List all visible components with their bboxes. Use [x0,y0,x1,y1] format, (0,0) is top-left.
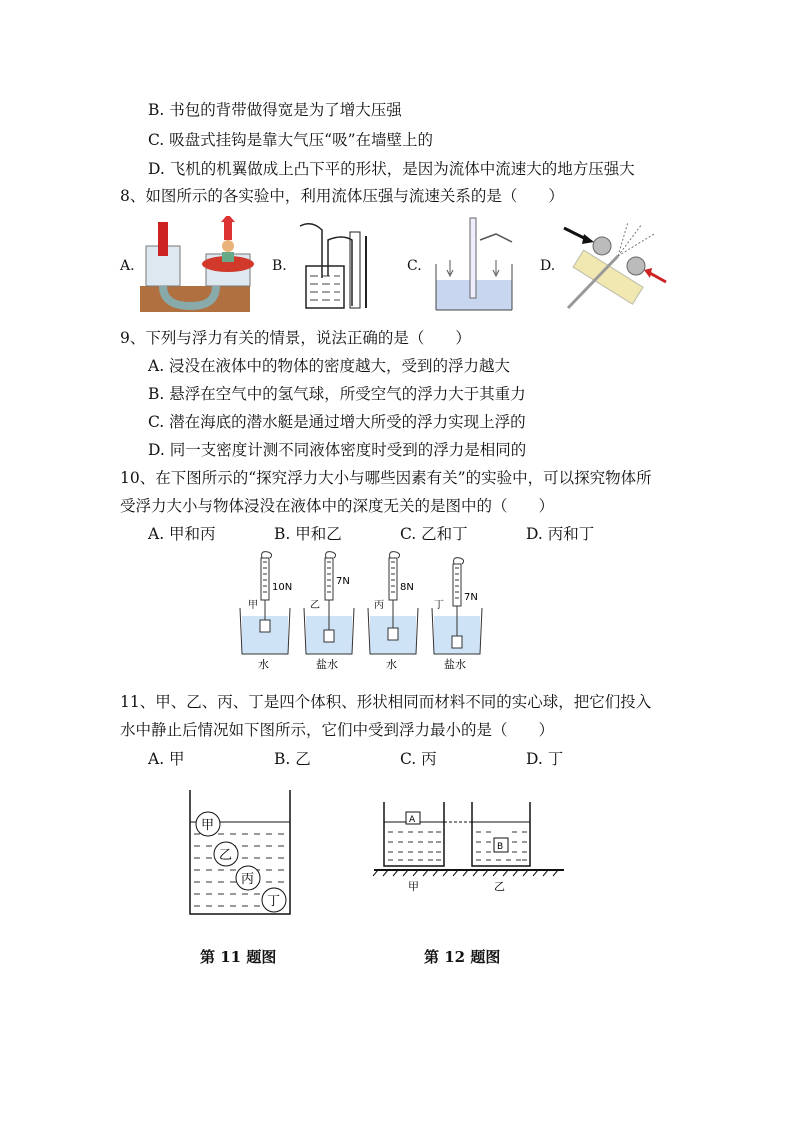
label-yi: 乙 [494,880,505,893]
liquid-jia: 水 [258,658,269,671]
block [260,620,270,632]
label-bing: 丙 [374,600,384,611]
q10-figure [236,550,496,672]
label-ding: 丁 [434,600,444,611]
ball-left [593,237,611,255]
hand-icon [480,234,512,242]
tube [300,224,322,278]
q11-option-d: D. 丁 [526,750,564,768]
q8-label-d: D. [540,258,556,274]
q8-figure-c [426,214,520,312]
q10-option-d: D. 丙和丁 [526,525,595,543]
q8-figure-b [292,216,382,312]
label-jia: 甲 [408,880,419,893]
liquid-ding: 盐水 [444,658,466,671]
q8-figure-a [136,216,254,312]
q12-caption: 第 12 题图 [424,948,501,966]
spring-scale [261,558,269,600]
q8-label-a: A. [120,258,135,274]
q7-option-b: B. 书包的背带做得宽是为了增大压强 [148,101,402,119]
q11-caption: 第 11 题图 [200,948,277,966]
beaker-yi [304,552,354,671]
q7-option-c: C. 吸盘式挂钩是靠大气压“吸”在墙壁上的 [148,131,434,149]
q11-option-a: A. 甲 [148,750,185,768]
q9-option-b: B. 悬浮在空气中的氢气球，所受空气的浮力大于其重力 [148,385,526,403]
person-icon [222,240,234,252]
q11-figure [184,788,296,918]
q9-option-c: C. 潜在海底的潜水艇是通过增大所受的浮力实现上浮的 [148,413,526,431]
ball-bing-label: 丙 [241,872,255,887]
label-jia: 甲 [248,600,258,611]
q7-option-d: D. 飞机的机翼做成上凸下平的形状，是因为流体中流速大的地方压强大 [148,160,635,178]
container-yi [472,802,530,866]
beaker-jia [240,552,292,671]
block [452,636,462,648]
q10-stem-line1: 10、在下图所示的“探究浮力大小与哪些因素有关”的实验中，可以探究物体所 [120,469,652,487]
red-arrow-down [158,222,168,256]
ball-jia-label: 甲 [201,818,215,833]
reading-jia: 10N [272,582,293,593]
q11-stem-line2: 水中静止后情况如下图所示，它们中受到浮力最小的是（ ） [120,721,555,739]
q10-option-a: A. 甲和丙 [148,525,216,543]
reading-yi: 7N [336,576,350,587]
beaker-ding [432,558,482,671]
q11-stem-line1: 11、甲、乙、丙、丁是四个体积、形状相同而材料不同的实心球，把它们投入 [120,693,652,711]
block-b-label: B [497,842,504,852]
q11-option-b: B. 乙 [274,750,311,768]
block [324,630,334,642]
q8-stem: 8、如图所示的各实验中，利用流体压强与流速关系的是（ ） [120,187,564,205]
spring-scale [389,558,397,600]
reading-ding: 7N [464,592,478,603]
hand-icon [454,558,464,564]
label-yi: 乙 [310,600,320,611]
block [388,628,398,640]
ball-right [627,257,645,275]
beaker-bing [368,552,418,671]
beaker [306,266,344,308]
q9-option-d: D. 同一支密度计测不同液体密度时受到的浮力是相同的 [148,441,527,459]
q11-option-c: C. 丙 [400,750,437,768]
q8-label-c: C. [407,258,422,274]
q10-stem-line2: 受浮力大小与物体浸没在液体中的深度无关的是图中的（ ） [120,497,555,515]
q8-figure-d [558,212,670,312]
hand-icon [262,552,272,558]
q12-figure [370,800,568,896]
hand-icon [326,552,336,558]
hand-icon [390,552,400,558]
liquid-bing: 水 [386,658,397,671]
straw [470,218,476,298]
spring-scale [453,564,461,606]
liquid-yi: 盐水 [316,658,338,671]
q10-option-b: B. 甲和乙 [274,525,342,543]
spring-scale [325,558,333,600]
q8-label-b: B. [272,258,287,274]
ball-ding-label: 丁 [267,894,281,909]
q9-option-a: A. 浸没在液体中的物体的密度越大，受到的浮力越大 [148,357,511,375]
q9-stem: 9、下列与浮力有关的情景，说法正确的是（ ） [120,329,471,347]
q10-option-c: C. 乙和丁 [400,525,468,543]
block-a-label: A [409,815,416,825]
ball-yi-label: 乙 [219,848,233,863]
reading-bing: 8N [400,582,414,593]
